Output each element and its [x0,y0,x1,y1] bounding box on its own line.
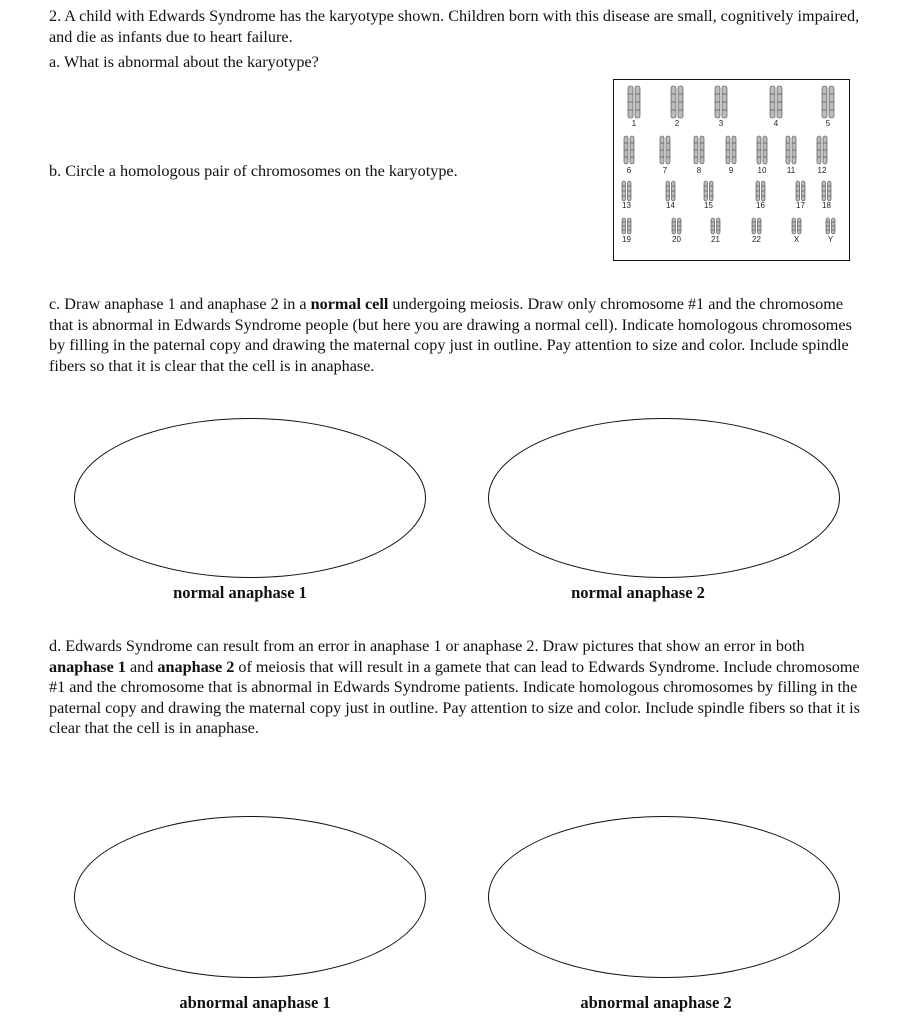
cell-normal-anaphase-1[interactable] [74,418,426,578]
chromosome-22-pair [752,218,761,234]
chromosome-7-pair [660,136,670,164]
chromosome-X-pair [792,218,801,234]
chromosome-number-1: 1 [631,119,637,128]
chromosome-4-pair [770,86,782,118]
chromosome-1-pair [628,86,640,118]
part-d-mid: and [125,657,158,676]
chromosome-number-6: 6 [626,166,632,175]
chromosome-number-12: 12 [817,166,827,175]
part-d-lead: d. Edwards Syndrome can result from an error in anaphase 1 or anaphase 2. Draw pictures that show an error in both [49,637,805,655]
chromosome-number-21: 21 [711,235,720,244]
chromosome-number-22: 22 [752,235,761,244]
chromosome-21-pair [711,218,720,234]
chromosome-number-17: 17 [796,201,805,210]
chromosome-9-pair [726,136,736,164]
chromosome-10-pair [757,136,767,164]
chromosome-number-4: 4 [773,119,779,128]
chromosome-number-7: 7 [662,166,668,175]
label-normal-anaphase-1: normal anaphase 1 [173,583,307,602]
part-d-bold-2: anaphase 2 [157,657,235,676]
karyotype-image [613,79,850,261]
chromosome-number-11: 11 [786,166,796,175]
question-part-a: a. What is abnormal about the karyotype? [49,53,319,71]
chromosome-number-15: 15 [704,201,713,210]
part-c-bold: normal cell [310,295,389,313]
question-part-c [49,294,871,376]
chromosome-number-9: 9 [728,166,734,175]
chromosome-2-pair [671,86,683,118]
chromosome-12-pair [817,136,827,164]
part-c-rest: undergoing meiosis. Draw only chromosome #1 and the chromosome that is abnormal in Edwards Syndrome people (but here you are drawing a normal cell). Indicate homologous chromosomes by filling in the paternal copy and drawing the maternal copy just in outline. Pay attention to size and color. Include spindle fibers so that it is clear that the cell is in anaphase. [49,295,852,375]
chromosome-number-3: 3 [718,119,724,128]
chromosome-number-X: X [793,235,800,244]
chromosome-number-19: 19 [622,235,631,244]
chromosome-17-pair [796,181,805,201]
chromosome-13-pair [622,181,631,201]
chromosome-6-pair [624,136,634,164]
cell-abnormal-anaphase-1[interactable] [74,816,426,978]
cell-abnormal-anaphase-2[interactable] [488,816,840,978]
chromosome-number-18: 18 [822,201,831,210]
chromosome-3-pair [715,86,727,118]
chromosome-number-14: 14 [666,201,675,210]
chromosome-14-pair [666,181,675,201]
chromosome-20-pair [672,218,681,234]
chromosome-number-8: 8 [696,166,702,175]
label-normal-anaphase-2: normal anaphase 2 [571,583,705,602]
chromosome-number-20: 20 [672,235,681,244]
chromosome-8-pair [694,136,704,164]
label-abnormal-anaphase-2: abnormal anaphase 2 [580,993,732,1012]
chromosome-18-pair [822,181,831,201]
part-d-rest: of meiosis that will result in a gamete that can lead to Edwards Syndrome. Include chromosome #1 and the chromosome that is abnormal in Edwards Syndrome patients. Indicate homologous chromosomes by filling in the paternal copy and drawing the maternal copy just in outline. Pay attention to size and color. Include spindle fibers so that it is clear that the cell is in anaphase. [49,657,860,737]
chromosome-15-pair [704,181,713,201]
chromosome-number-5: 5 [825,119,831,128]
chromosome-11-pair [786,136,796,164]
karyotype-figure [614,80,849,260]
chromosome-number-Y: Y [827,235,834,244]
question-intro: 2. A child with Edwards Syndrome has the karyotype shown. Children born with this disease are small, cognitively impaired, and die as infants due to heart failure. [49,7,860,46]
part-d-bold-1: anaphase 1 [49,657,126,676]
label-abnormal-anaphase-1: abnormal anaphase 1 [179,993,331,1012]
chromosome-5-pair [822,86,834,118]
chromosome-Y-pair [826,218,835,234]
cell-normal-anaphase-2[interactable] [488,418,840,578]
question-part-d [49,636,871,739]
chromosome-16-pair [756,181,765,201]
chromosome-number-2: 2 [674,119,680,128]
part-c-lead: c. Draw anaphase 1 and anaphase 2 in a [49,295,311,313]
chromosome-19-pair [622,218,631,234]
chromosome-number-13: 13 [622,201,631,210]
chromosome-number-16: 16 [756,201,765,210]
chromosome-number-10: 10 [757,166,767,175]
question-part-b: b. Circle a homologous pair of chromosomes on the karyotype. [49,162,458,180]
